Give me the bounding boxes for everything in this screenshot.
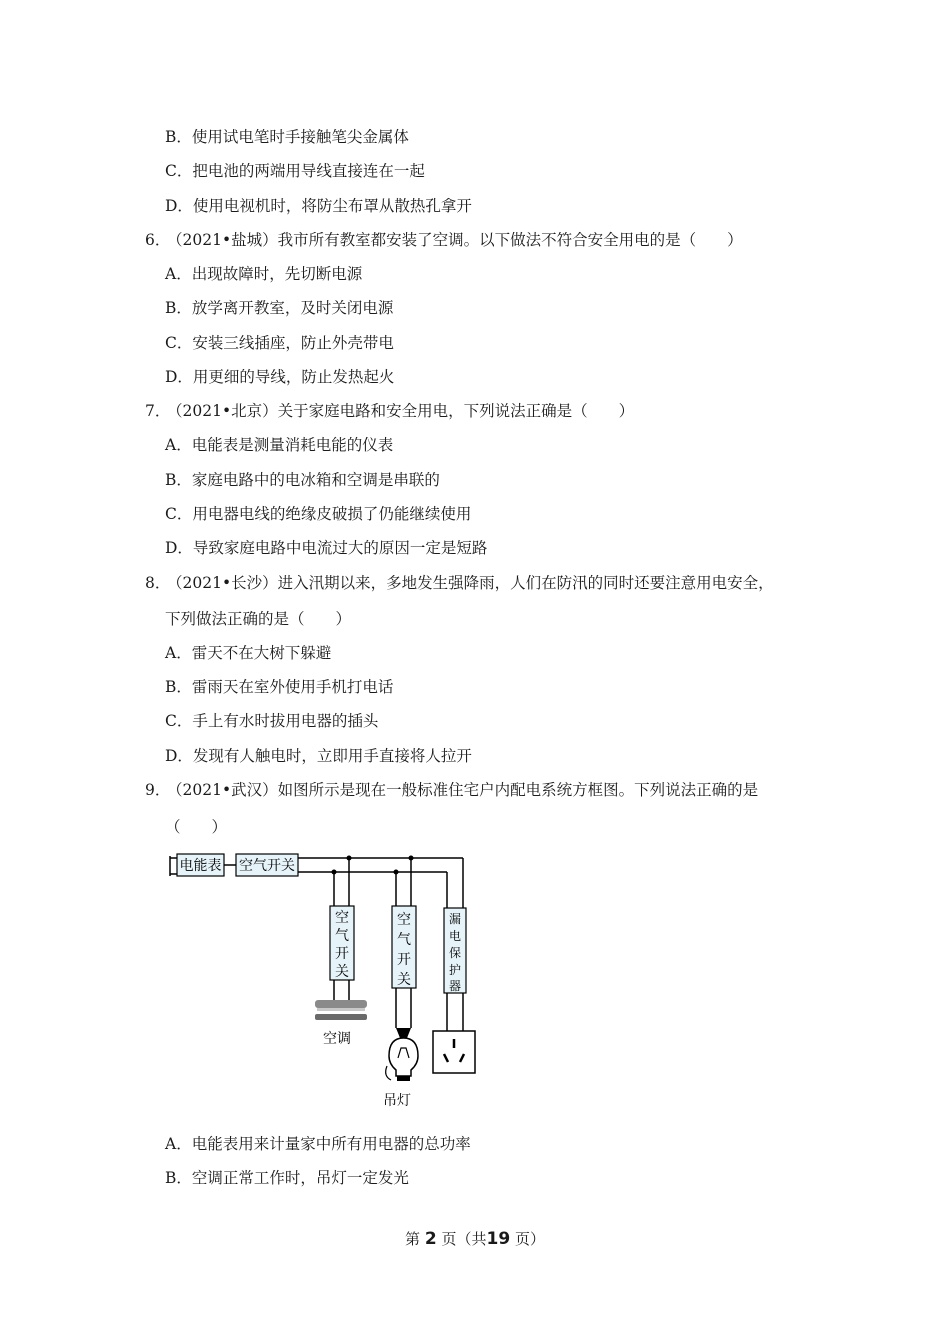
question-8 <box>145 573 774 593</box>
air-conditioner-icon <box>315 1000 367 1020</box>
svg-text:关: 关 <box>335 964 349 980</box>
question-9-continued: （ ） <box>165 818 228 836</box>
svg-text:空: 空 <box>397 912 411 928</box>
branch-air-switch-2 <box>392 906 416 988</box>
option-6b: B．放学离开教室，及时关闭电源 <box>165 299 394 317</box>
question-6 <box>145 230 743 250</box>
option-8d: D．发现有人触电时，立即用手直接将人拉开 <box>165 747 472 765</box>
svg-text:电: 电 <box>448 929 462 943</box>
option-7d: D．导致家庭电路中电流过大的原因一定是短路 <box>165 539 488 557</box>
question-number: 9． <box>145 781 171 799</box>
page-total: 19 <box>486 1229 511 1249</box>
option-9a: A．电能表用来计量家中所有用电器的总功率 <box>165 1135 471 1153</box>
option-5c: C．把电池的两端用导线直接连在一起 <box>165 162 425 180</box>
svg-text:气: 气 <box>397 932 411 948</box>
option-8c: C．手上有水时拔用电器的插头 <box>165 712 379 730</box>
three-pin-socket-icon <box>433 1031 475 1073</box>
option-6d: D．用更细的导线，防止发热起火 <box>165 368 395 386</box>
main-switch-label: 空气开关 <box>239 858 295 874</box>
svg-text:空: 空 <box>335 910 349 926</box>
option-6c: C．安装三线插座，防止外壳带电 <box>165 334 394 352</box>
svg-text:器: 器 <box>448 979 462 993</box>
svg-text:开: 开 <box>397 952 411 968</box>
page-number: 2 <box>424 1229 437 1249</box>
question-text: （2021•长沙）进入汛期以来，多地发生强降雨，人们在防汛的同时还要注意用电安全， <box>167 574 774 592</box>
meter-label: 电能表 <box>179 858 222 874</box>
main-air-switch <box>236 854 298 876</box>
option-8b: B．雷雨天在室外使用手机打电话 <box>165 678 394 696</box>
distribution-diagram <box>165 848 485 1113</box>
svg-text:护: 护 <box>448 963 462 977</box>
option-9b: B．空调正常工作时，吊灯一定发光 <box>165 1169 409 1187</box>
svg-text:开: 开 <box>335 946 349 962</box>
option-7c: C．用电器电线的绝缘皮破损了仍能继续使用 <box>165 505 472 523</box>
option-5d: D．使用电视机时，将防尘布罩从散热孔拿开 <box>165 197 472 215</box>
option-5b: B．使用试电笔时手接触笔尖金属体 <box>165 128 409 146</box>
question-number: 8． <box>145 574 171 592</box>
question-text: （2021•盐城）我市所有教室都安装了空调。以下做法不符合安全用电的是（ ） <box>167 231 743 249</box>
option-7b: B．家庭电路中的电冰箱和空调是串联的 <box>165 471 440 489</box>
lamp-label: 吊灯 <box>383 1093 411 1109</box>
svg-text:漏: 漏 <box>448 912 462 926</box>
question-9 <box>145 780 758 800</box>
svg-text:保: 保 <box>448 946 462 960</box>
leakage-protector <box>444 908 466 993</box>
ac-label: 空调 <box>323 1031 351 1047</box>
question-8-continued: 下列做法正确的是（ ） <box>165 610 352 628</box>
option-8a: A．雷天不在大树下躲避 <box>165 644 332 662</box>
page-footer: 第 2 页（共19 页） <box>405 1229 545 1249</box>
option-7a: A．电能表是测量消耗电能的仪表 <box>165 436 394 454</box>
branch-air-switch-1 <box>330 906 354 980</box>
svg-text:气: 气 <box>335 928 349 944</box>
question-7 <box>145 401 634 421</box>
option-6a: A．出现故障时，先切断电源 <box>165 265 363 283</box>
question-number: 7． <box>145 402 171 420</box>
svg-text:关: 关 <box>397 972 411 988</box>
question-number: 6． <box>145 231 171 249</box>
question-text: （2021•武汉）如图所示是现在一般标准住宅户内配电系统方框图。下列说法正确的是 <box>167 781 759 799</box>
question-text: （2021•北京）关于家庭电路和安全用电，下列说法正确是（ ） <box>167 402 635 420</box>
electric-meter <box>177 854 224 876</box>
pendant-lamp-icon <box>386 1028 418 1081</box>
